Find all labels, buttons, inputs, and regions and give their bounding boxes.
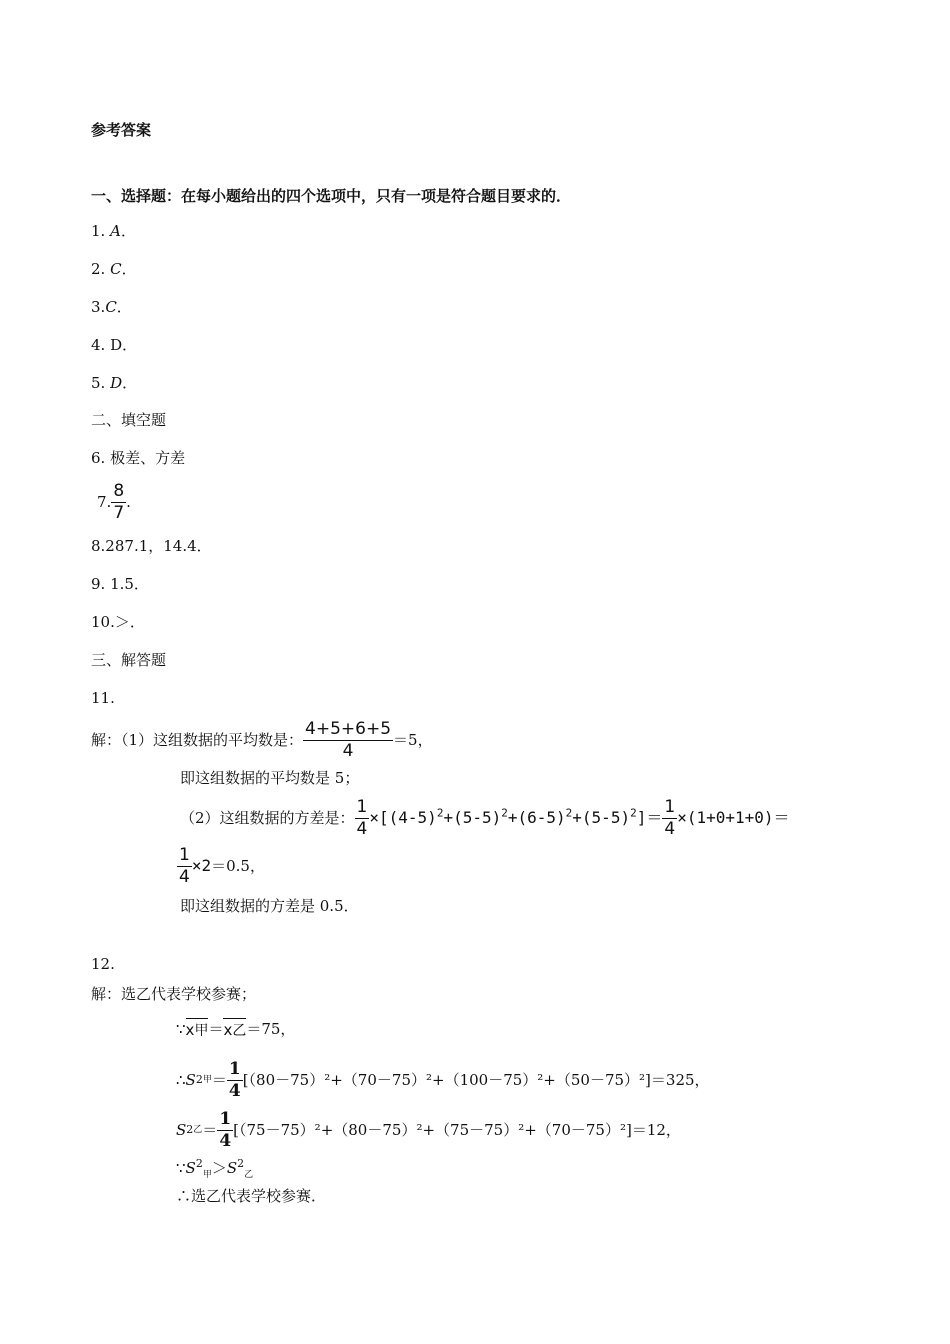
square-exponent: 2 (237, 1157, 245, 1170)
quarter-fraction (662, 796, 677, 839)
equals-sign: ＝ (773, 808, 790, 827)
square-exponent: 2 (501, 806, 508, 820)
term-2: +(5-5) (443, 808, 502, 827)
equals-sign: ＝ (208, 1020, 224, 1038)
answer-item-4 (91, 335, 137, 355)
subscript-jia: 甲 (202, 1170, 212, 1180)
answer-item-10: 10.＞． (91, 613, 145, 631)
square-exponent: 2 (195, 1157, 203, 1170)
answer-item-6: 6. 极差、方差 (91, 449, 186, 467)
fraction-denominator: 7 (113, 502, 125, 523)
variance-result: ＝0.5， (211, 857, 265, 875)
subscript-yi: 乙 (232, 1022, 247, 1039)
q12-variance-yi-line: S 2 乙 ＝ $\frac{1}{4}$ [（75－75）²+（80－75）²+（75－75）²+（70－75）²]＝12， (176, 1108, 681, 1151)
because-symbol: ∵ (176, 1020, 186, 1038)
equals-sign: ＝ (202, 1121, 218, 1139)
x-symbol: x (223, 1020, 233, 1039)
quarter-fraction (227, 1058, 243, 1101)
multiply-two: ×2 (191, 856, 212, 875)
times-sign: × (677, 808, 687, 827)
fraction-denominator: 4 (219, 1130, 232, 1151)
answer-number: 3. (91, 298, 106, 316)
answer-choice: D (110, 374, 123, 392)
fraction-numerator: 4+5+6+5 (305, 718, 392, 739)
question-number-11: 11. (91, 689, 115, 707)
answer-choice: C (105, 298, 117, 316)
quarter-fraction (217, 1108, 233, 1151)
subscript-yi: 乙 (244, 1170, 254, 1180)
variance-expression (369, 808, 662, 828)
square-exponent: 2 (630, 806, 637, 820)
answer-item-3 (91, 297, 132, 317)
page-title: 参考答案 (91, 121, 152, 139)
therefore-symbol: ∴ (176, 1071, 186, 1089)
q12-means-equal-line (176, 1014, 295, 1044)
fraction-numerator: 1 (664, 796, 676, 817)
fraction-denominator: 4 (342, 740, 354, 761)
fraction-numerator: 1 (179, 844, 190, 865)
mean-jia (186, 1018, 209, 1041)
fraction-numerator: 1 (356, 796, 368, 817)
fraction-numerator: 1 (228, 1058, 241, 1079)
section-heading-fill-blank: 二、填空题 (91, 411, 167, 429)
answer-choice: C (110, 260, 122, 278)
term-1: [(4-5) (379, 808, 437, 827)
answer-choice: D (110, 336, 123, 354)
mean-value: ＝75， (246, 1020, 296, 1038)
subscript-jia: 甲 (194, 1022, 209, 1039)
q11-variance-label: （2）这组数据的方差是： (180, 809, 355, 827)
answer-item-9: 9. 1.5． (91, 575, 149, 593)
fraction-denominator: 4 (356, 818, 368, 839)
q12-variance-jia-line: ∴ S 2 甲 ＝ $\frac{1}{4}$ [（80－75）²+（70－75）²+（100－75）²+（50－75）²]＝325， (176, 1058, 710, 1101)
answer-choice: A (110, 222, 121, 240)
square-exponent: 2 (565, 806, 573, 820)
answer-period: ． (121, 260, 137, 278)
fraction-denominator: 4 (228, 1080, 241, 1101)
answer-item-7 (97, 482, 131, 522)
variance-sum (677, 808, 789, 828)
answer-period: ． (120, 222, 136, 240)
times-sign: × (369, 808, 380, 827)
term-3: +(6-5) (507, 808, 566, 827)
quarter-fraction (355, 796, 370, 839)
sum-terms: (1+0+1+0) (686, 808, 774, 827)
answer-number: 5. (91, 374, 111, 392)
answer-item-5 (91, 373, 137, 393)
variance-symbol: S (226, 1159, 238, 1177)
answer-item-8: 8.287.1，14.4． (91, 537, 212, 555)
answer-period: ． (122, 336, 138, 354)
variance-symbol: S (176, 1121, 187, 1139)
q12-conclusion (176, 1186, 326, 1206)
q12-variance-compare-line (176, 1158, 253, 1178)
answer-number: 4. (91, 336, 111, 354)
close-bracket: ] (636, 808, 647, 827)
answer-number: 1. (91, 222, 111, 240)
mean-yi (223, 1018, 246, 1041)
question-number-12: 12. (91, 955, 115, 973)
square-exponent: 2 (436, 806, 444, 820)
fraction-numerator: 1 (219, 1108, 232, 1129)
variance-symbol: S (185, 1159, 196, 1177)
answer-item-1 (91, 221, 136, 241)
q11-mean-line (91, 718, 433, 762)
fraction-numerator: 8 (113, 480, 125, 501)
section-heading-multiple-choice: 一、选择题：在每小题给出的四个选项中，只有一项是符合题目要求的． (91, 187, 572, 205)
q11-mean-conclusion: 即这组数据的平均数是 5； (180, 769, 360, 787)
greater-than-sign: ＞ (211, 1159, 227, 1177)
answer-number: 2. (91, 260, 111, 278)
fraction-8-7 (111, 480, 126, 523)
x-symbol: x (185, 1020, 195, 1039)
term-4: +(5-5) (572, 808, 631, 827)
because-symbol: ∵ (176, 1159, 186, 1177)
q11-mean-label: 解：（1）这组数据的平均数是： (91, 731, 304, 749)
answer-item-2 (91, 259, 137, 279)
fraction-denominator: 4 (179, 866, 190, 887)
equals-sign: ＝ (211, 1071, 227, 1089)
q11-variance-result-line (177, 844, 265, 888)
fraction-denominator: 4 (664, 818, 676, 839)
answer-period: ． (122, 374, 138, 392)
equals-sign: ＝ (646, 808, 663, 827)
therefore-symbol: ∴ (176, 1187, 192, 1205)
q11-variance-conclusion: 即这组数据的方差是 0.5． (180, 897, 359, 915)
quarter-fraction (177, 844, 192, 887)
section-heading-solutions: 三、解答题 (91, 651, 167, 669)
answer-period: . (126, 493, 131, 511)
mean-fraction (303, 718, 393, 761)
variance-yi-terms: [（75－75）²+（80－75）²+（75－75）²+（70－75）²]＝12， (233, 1121, 681, 1139)
conclusion-text: 选乙代表学校参赛． (191, 1187, 327, 1205)
variance-symbol: S (185, 1071, 196, 1089)
variance-jia-terms: [（80－75）²+（70－75）²+（100－75）²+（50－75）²]＝325， (242, 1071, 710, 1089)
q11-variance-line (180, 796, 790, 840)
answer-period: ． (116, 298, 132, 316)
answer-number: 7. (97, 493, 112, 511)
mean-result: ＝5， (393, 731, 433, 749)
q12-choice-statement: 解：选乙代表学校参赛； (91, 985, 257, 1003)
